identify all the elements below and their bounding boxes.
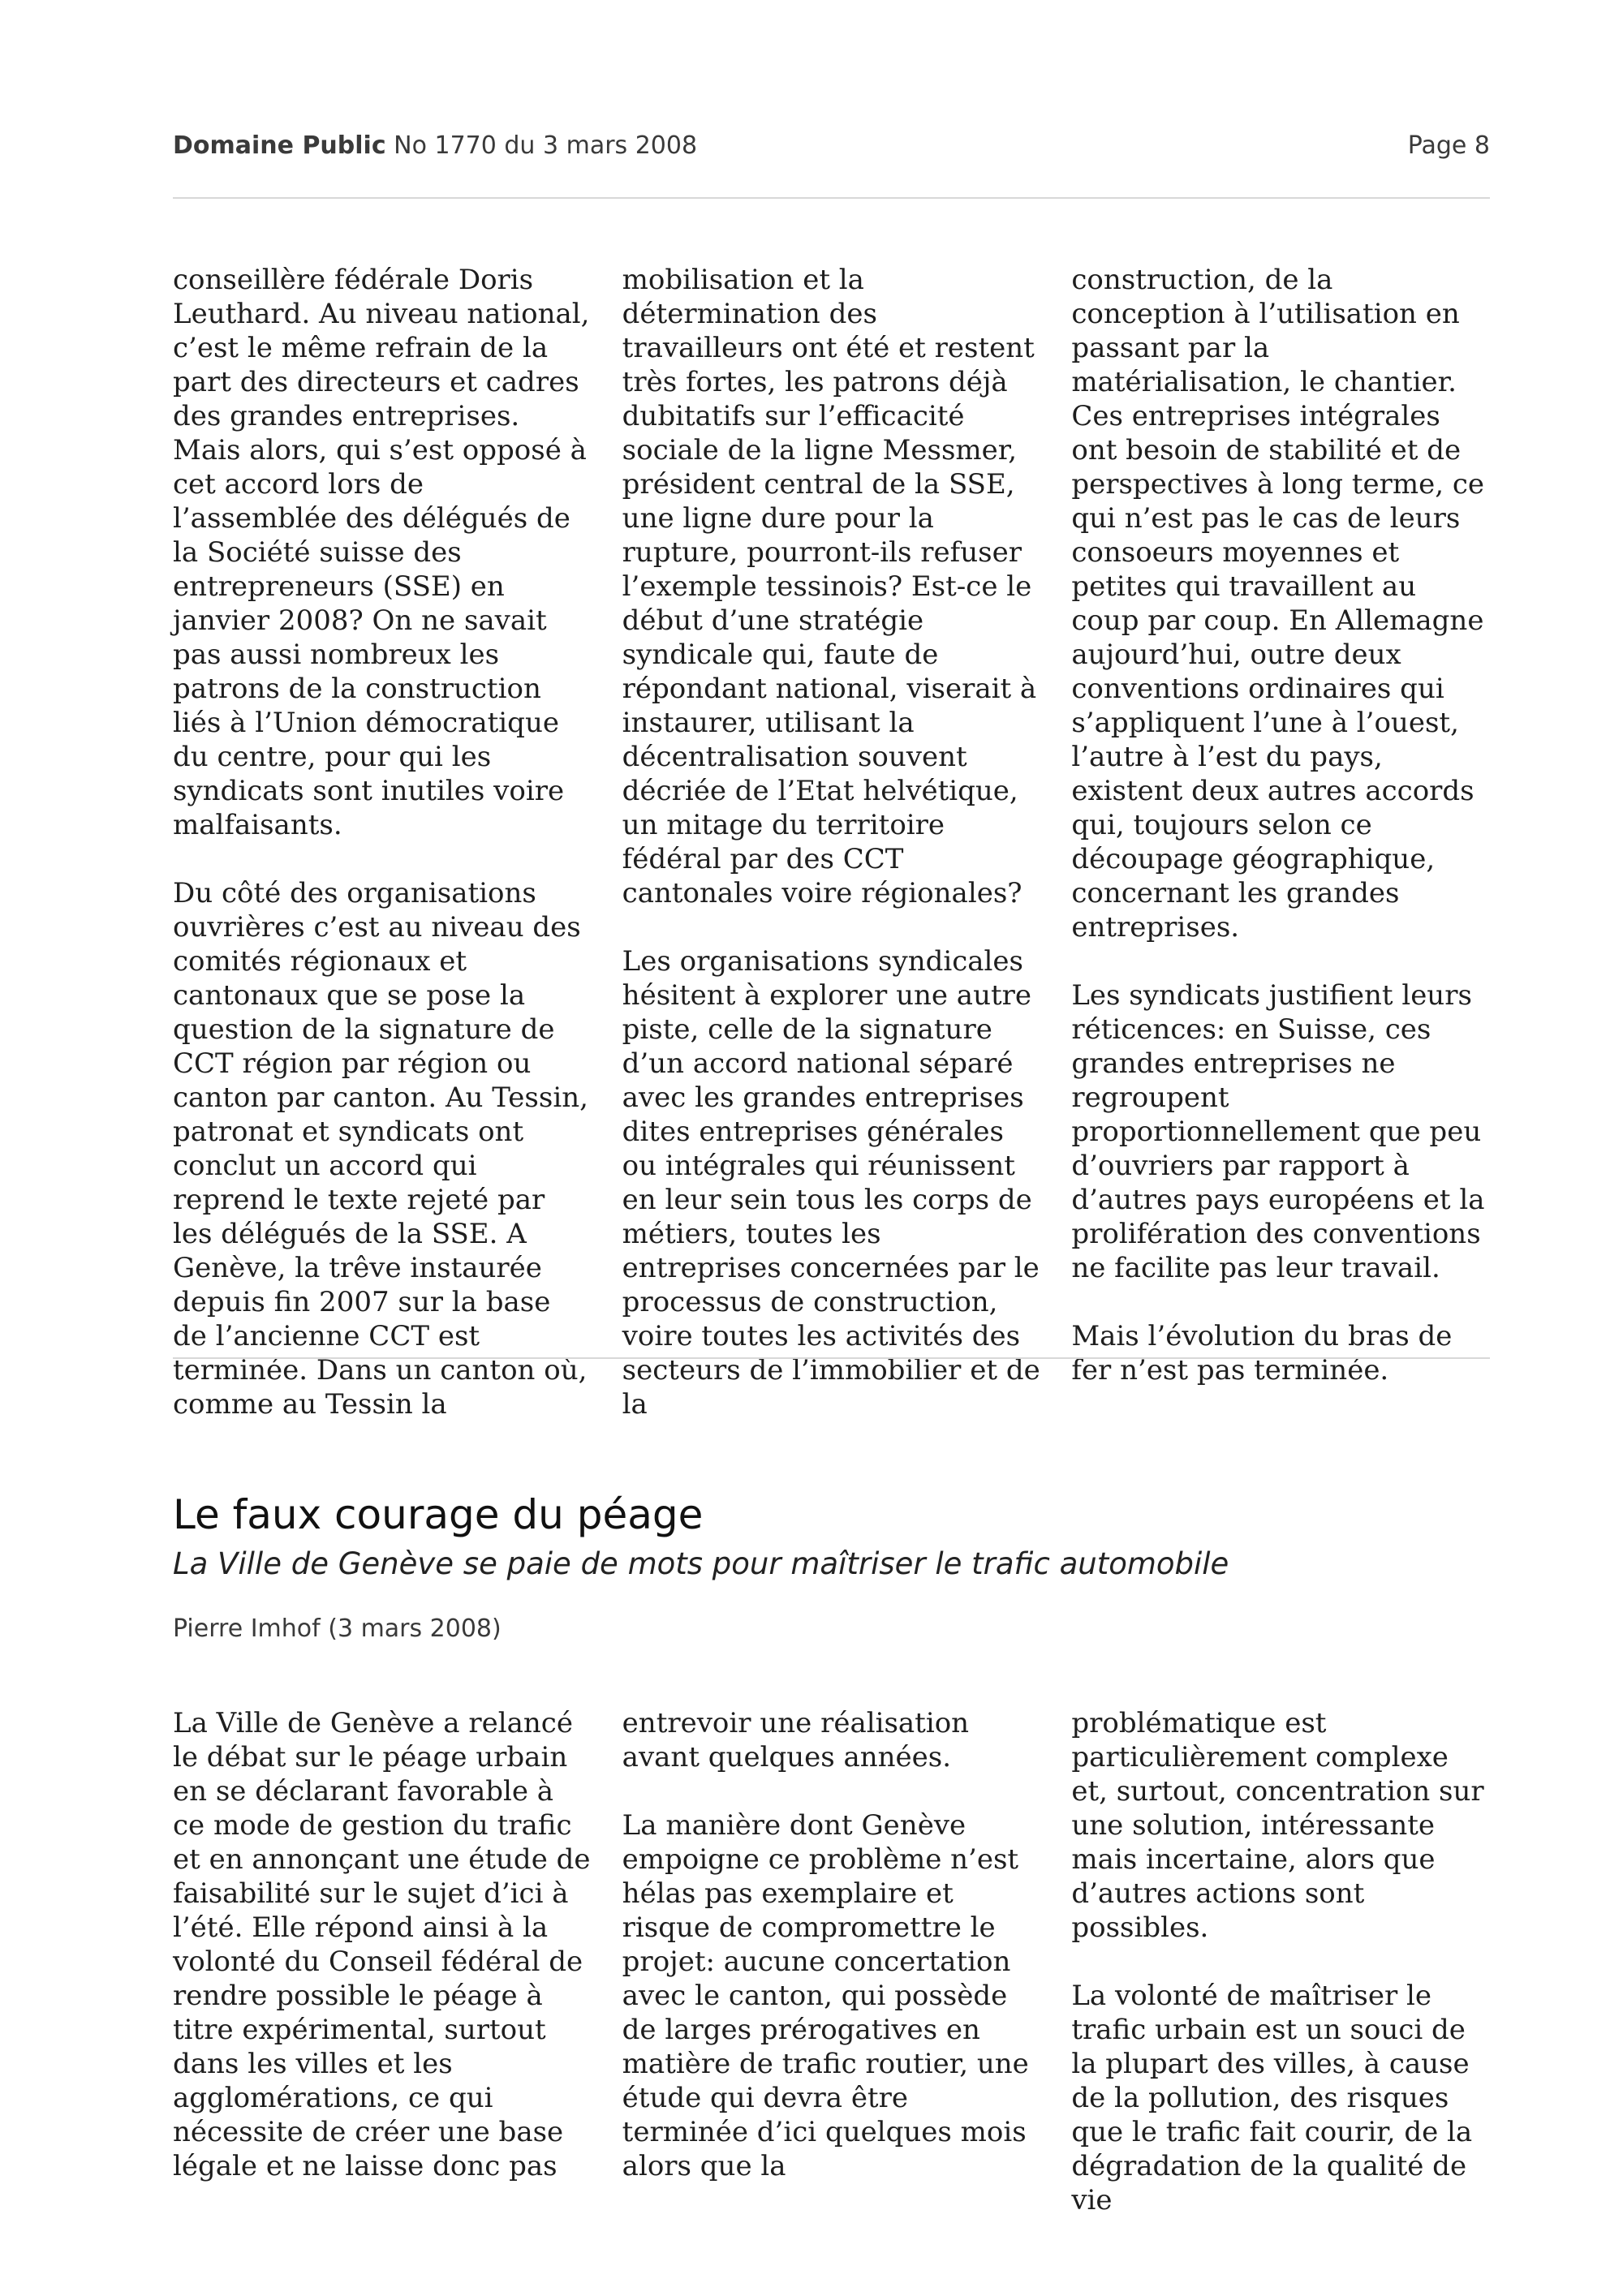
paragraph: problématique est particulièrement complexe et, surtout, concentration sur une solution, intéressante mais incertaine, alors que d’autres actions sont possibles. (1071, 1707, 1484, 1944)
issue-info: No 1770 du 3 mars 2008 (394, 131, 698, 160)
article2-column-2 (622, 1706, 1041, 2217)
paragraph: Les syndicats justifient leurs réticences: en Suisse, ces grandes entreprises ne regroupent proportionnellement que peu d’ouvriers par rapport à d’autres pays européens et la prolifération des conventions ne facilite pas leur travail. (1071, 979, 1485, 1284)
publication-name: Domaine Public (173, 131, 386, 160)
paragraph: mobilisation et la détermination des travailleurs ont été et restent très fortes, les patrons déjà dubitatifs sur l’efficacité sociale de la ligne Messmer, président central de la SSE, une ligne dure pour la rupture, pourront-ils refuser l’exemple tessinois? Est-ce le début d’une stratégie syndicale qui, faute de répondant national, viserait à instaurer, utilisant la décentralisation souvent décriée de l’Etat helvétique, un mitage du territoire fédéral par des CCT cantonales voire régionales? (622, 264, 1037, 909)
article1-body (173, 263, 1490, 1421)
article1-column-2 (622, 263, 1041, 1421)
paragraph: conseillère fédérale Doris Leuthard. Au niveau national, c’est le même refrain de la part des directeurs et cadres des grandes entreprises. Mais alors, qui s’est opposé à cet accord lors de l’assemblée des délégués de la Société suisse des entrepreneurs (SSE) en janvier 2008? On ne savait pas aussi nombreux les patrons de la construction liés à l’Union démocratique du centre, pour qui les syndicats sont inutiles voire malfaisants. (173, 264, 590, 841)
article2-body (173, 1706, 1490, 2217)
paragraph: La Ville de Genève a relancé le débat sur le péage urbain en se déclarant favorable à ce mode de gestion du trafic et en annonçant une étude de faisabilité sur le sujet d’ici à l’été. Elle répond ainsi à la volonté du Conseil fédéral de rendre possible le péage à titre expérimental, surtout dans les villes et les agglomérations, ce qui nécessite de créer une base légale et ne laisse donc pas (173, 1707, 591, 2182)
paragraph: La volonté de maîtriser le trafic urbain est un souci de la plupart des villes, à cause de la pollution, des risques que le trafic fait courir, de la dégradation de la qualité de vie (1071, 1980, 1473, 2216)
article-subtitle: La Ville de Genève se paie de mots pour maîtriser le trafic automobile (173, 1546, 1229, 1581)
article2-column-1 (173, 1706, 592, 2217)
article1-column-3 (1071, 263, 1490, 1421)
header-issue-line (173, 131, 697, 160)
article1-column-1 (173, 263, 592, 1421)
article-divider (173, 1357, 1490, 1359)
paragraph: Du côté des organisations ouvrières c’est au niveau des comités régionaux et cantonaux que se pose la question de la signature de CCT région par région ou canton par canton. Au Tessin, patronat et syndicats ont conclut un accord qui reprend le texte rejeté par les délégués de la SSE. A Genève, la trêve instaurée depuis fin 2007 sur la base de l’ancienne CCT est terminée. Dans un canton où, comme au Tessin la (173, 877, 588, 1421)
article-byline: Pierre Imhof (3 mars 2008) (173, 1615, 502, 1643)
paragraph: La manière dont Genève empoigne ce problème n’est hélas pas exemplaire et risque de compromettre le projet: aucune concertation avec le canton, qui possède de larges prérogatives en matière de trafic routier, une étude qui devra être terminée d’ici quelques mois alors que la (622, 1809, 1029, 2182)
article2-column-3 (1071, 1706, 1490, 2217)
article-title: Le faux courage du péage (173, 1491, 704, 1538)
paragraph: Les organisations syndicales hésitent à explorer une autre piste, celle de la signature d’un accord national séparé avec les grandes entreprises dites entreprises générales ou intégrales qui réunissent en leur sein tous les corps de métiers, toutes les entreprises concernées par le processus de construction, voire toutes les activités des secteurs de l’immobilier et de la (622, 945, 1040, 1421)
paragraph: construction, de la conception à l’utilisation en passant par la matérialisation, le chantier. Ces entreprises intégrales ont besoin de stabilité et de perspectives à long terme, ce qui n’est pas le cas de leurs consoeurs moyennes et petites qui travaillent au coup par coup. En Allemagne aujourd’hui, outre deux conventions ordinaires qui s’appliquent l’une à l’ouest, l’autre à l’est du pays, existent deux autres accords qui, toujours selon ce découpage géographique, concernant les grandes entreprises. (1071, 264, 1485, 944)
paragraph: Mais l’évolution du bras de fer n’est pas terminée. (1071, 1320, 1453, 1387)
page-number: Page 8 (1407, 131, 1490, 160)
header-divider (173, 197, 1490, 199)
paragraph: entrevoir une réalisation avant quelques années. (622, 1707, 970, 1774)
page-header (173, 131, 1490, 160)
